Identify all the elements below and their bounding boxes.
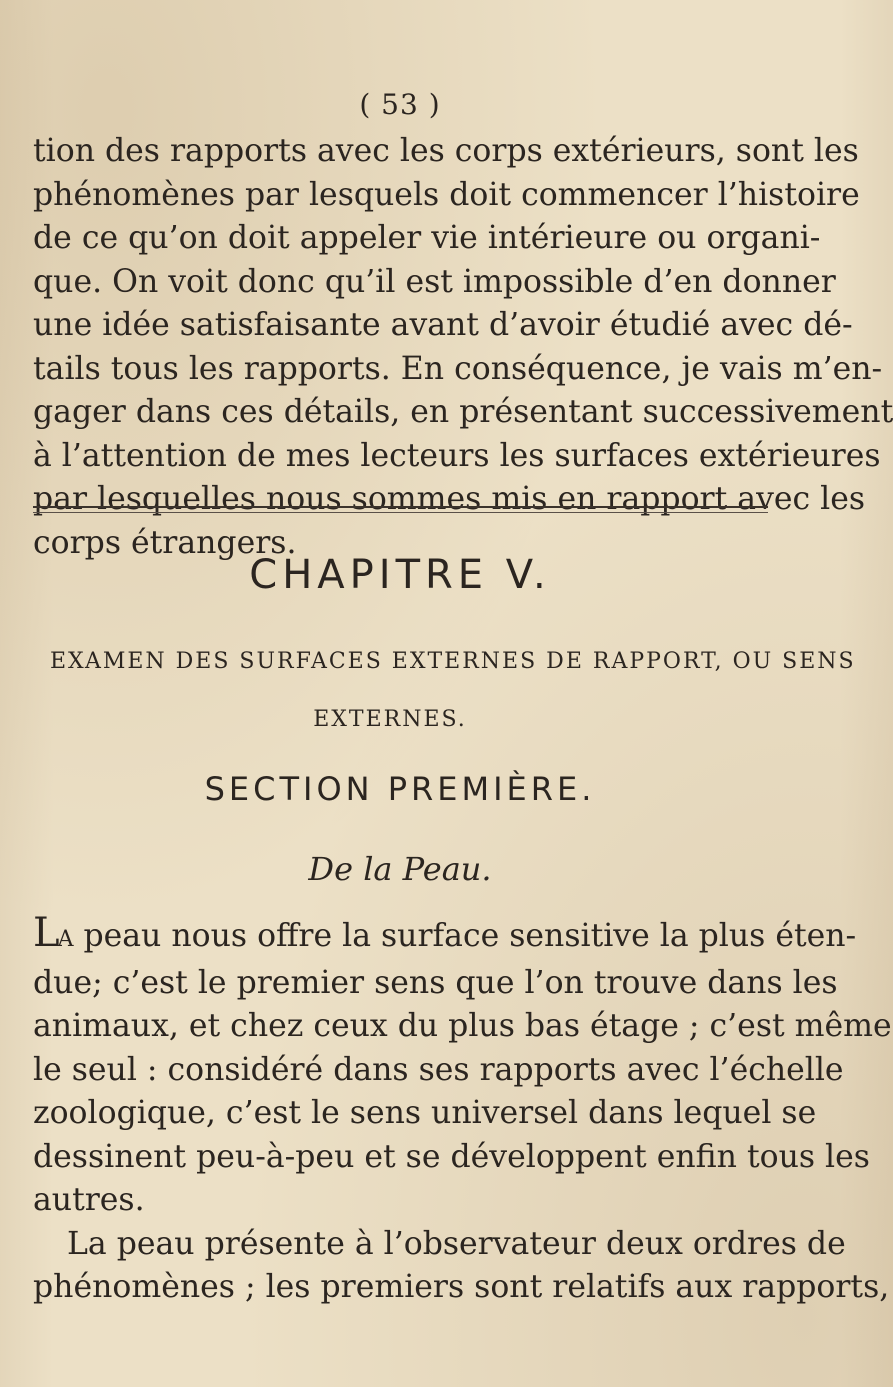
chapter-title: CHAPITRE V. xyxy=(249,552,551,598)
page-number: ( 53 ) xyxy=(359,88,441,121)
text-line: le seul : considéré dans ses rapports avec l’échelle xyxy=(33,1051,844,1088)
text-line: animaux, et chez ceux du plus bas étage ; c’est même xyxy=(33,1008,892,1044)
text-line: gager dans ces détails, en présentant successivement xyxy=(33,394,893,430)
text-line: que. On voit donc qu’il est impossible d’en donner xyxy=(33,263,836,300)
text-line: corps étrangers. xyxy=(33,524,297,561)
paragraph-intro xyxy=(33,130,893,565)
chapter-subtitle-line: EXTERNES. xyxy=(313,707,467,732)
text-line-first xyxy=(33,910,857,962)
text-line: zoologique, c’est le sens universel dans lequel se xyxy=(33,1095,817,1131)
text-line: La peau présente à l’observateur deux ordres de xyxy=(67,1225,846,1262)
text-line: à l’attention de mes lecteurs les surfaces extérieures xyxy=(33,437,881,474)
section-title: SECTION PREMIÈRE. xyxy=(204,770,596,808)
chapter-subtitle xyxy=(50,633,856,749)
text-line: une idée satisfaisante avant d’avoir étudié avec dé- xyxy=(33,307,853,343)
text-line: dessinent peu-à-peu et se développent enfin tous les xyxy=(33,1138,870,1175)
text-line: tion des rapports avec les corps extérieurs, sont les xyxy=(33,133,859,169)
text-line: de ce qu’on doit appeler vie intérieure ou organi- xyxy=(33,220,821,256)
text-line: autres. xyxy=(33,1182,145,1218)
subsection-title: De la Peau. xyxy=(308,850,492,888)
text-line: phénomènes ; les premiers sont relatifs aux rapports, xyxy=(33,1269,890,1305)
chapter-subtitle-line: EXAMEN DES SURFACES EXTERNES DE RAPPORT, OU SENS xyxy=(50,649,856,674)
small-cap: A xyxy=(57,927,74,952)
text-line: due; c’est le premier sens que l’on trouve dans les xyxy=(33,964,838,1001)
chapter-divider-rule-thin xyxy=(33,512,768,513)
text-line-rest: peau nous offre la surface sensitive la plus éten- xyxy=(73,918,857,954)
text-line: par lesquelles nous sommes mis en rapport avec les xyxy=(33,481,866,517)
drop-cap: L xyxy=(33,910,58,956)
text-line: phénomènes par lesquels doit commencer l’histoire xyxy=(33,176,860,213)
paragraph-skin xyxy=(33,910,892,1310)
chapter-divider-rule xyxy=(33,506,768,508)
text-line: tails tous les rapports. En conséquence, je vais m’en- xyxy=(33,350,883,387)
